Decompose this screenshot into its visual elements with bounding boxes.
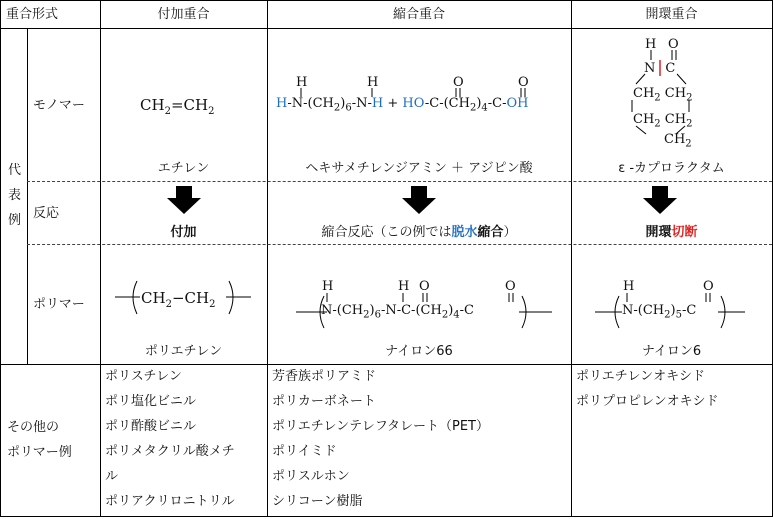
header-addition: 付加重合	[157, 7, 210, 22]
nylon66-formula: $N-(CH_2)_6-N-C-(CH_2)_4-C$	[321, 303, 474, 321]
header-condensation: 縮合重合	[392, 7, 445, 22]
nylon6-o: O	[703, 279, 714, 294]
caprolactam-ch2-row1: $CH_2$ $CH_2$	[633, 86, 693, 104]
nylon6-h: H	[623, 279, 635, 294]
ethylene-name: エチレン	[157, 161, 210, 176]
condensation-monomer-name: ヘキサメチレンジアミン ＋ アジピン酸	[305, 161, 533, 176]
diamine-acid-formula: $H-N-(CH_2)_6-N-H + HO-C-(CH_2)_4-C-OH$	[276, 96, 529, 114]
acid-o-top-2: O	[518, 75, 529, 90]
nylon66-name: ナイロン66	[385, 344, 453, 359]
caprolactam-ch2-row2: $CH_2$ $CH_2$	[633, 112, 693, 130]
list-item: 芳香族ポリアミド	[272, 369, 377, 384]
header-type: 重合形式	[6, 7, 59, 22]
ethylene-formula: $CH_2=CH_2$	[140, 96, 215, 117]
caprolactam-name: ε -カプロラクタム	[618, 161, 725, 176]
row-label-monomer: モノマー	[33, 98, 85, 113]
list-item: ポリ塩化ビニル	[105, 394, 197, 409]
list-item: ポリエチレンオキシド	[576, 369, 706, 384]
caprolactam-h: H	[645, 37, 657, 52]
nylon66-o-2: O	[505, 279, 516, 294]
diamine-h-top-1: H	[296, 75, 308, 90]
condensation-reaction: 縮合反応（この例では脱水縮合）	[321, 225, 517, 240]
list-item: ポリカーボネート	[272, 394, 376, 409]
row-label-polymer: ポリマー	[33, 297, 85, 312]
row-label-others-2: ポリマー例	[7, 445, 72, 460]
list-item: ポリアクリロニトリル	[105, 494, 235, 509]
polyethylene-name: ポリエチレン	[144, 344, 223, 359]
polyethylene-formula: $CH_2-CH_2$	[141, 289, 216, 310]
list-item: ポリメタクリル酸メチ	[105, 444, 235, 459]
nylon66-h-2: H	[398, 279, 410, 294]
addition-reaction: 付加	[170, 225, 197, 240]
header-ring-opening: 開環重合	[645, 7, 698, 22]
list-item: ル	[105, 469, 119, 484]
acid-o-top-1: O	[453, 75, 464, 90]
down-arrow-icon	[643, 186, 677, 214]
ring-opening-reaction: 開環切断	[645, 225, 698, 240]
diamine-h-top-2: H	[367, 75, 379, 90]
list-item: ポリスチレン	[105, 369, 182, 384]
ring-opening-others-list	[576, 364, 719, 414]
nylon6-name: ナイロン6	[641, 344, 702, 359]
list-item: ポリイミド	[272, 444, 337, 459]
list-item: ポリスルホン	[272, 469, 350, 484]
caprolactam-n-c: N C	[644, 61, 676, 76]
group-label-1: 代	[8, 163, 22, 178]
nylon66-o-1: O	[419, 279, 430, 294]
list-item: ポリ酢酸ビニル	[105, 419, 197, 434]
group-label-2: 表	[8, 188, 22, 203]
nylon6-formula: $N-(CH_2)_5-C$	[622, 303, 697, 321]
caprolactam-o: O	[668, 37, 679, 52]
caprolactam-ch2-bottom: $CH_2$	[664, 132, 692, 150]
list-item: ポリプロピレンオキシド	[576, 394, 719, 409]
row-label-others-1: その他の	[7, 420, 60, 435]
nylon66-h-1: H	[322, 279, 334, 294]
group-label-3: 例	[8, 213, 22, 228]
row-label-reaction: 反応	[33, 206, 60, 221]
list-item: シリコーン樹脂	[272, 494, 363, 509]
list-item: ポリエチレンテレフタレート（PET）	[272, 419, 489, 434]
